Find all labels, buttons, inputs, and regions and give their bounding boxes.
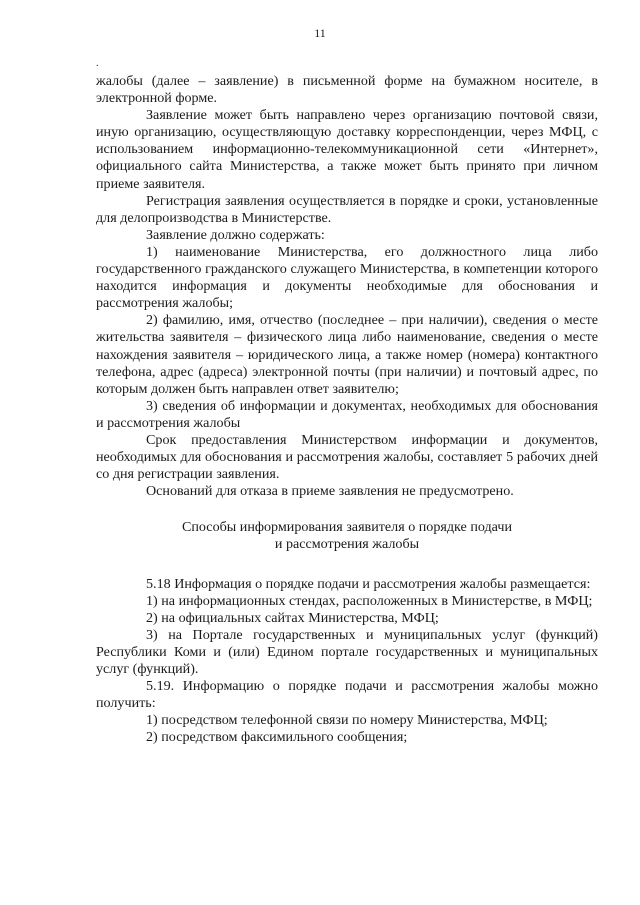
list-item: 2) посредством факсимильного сообщения;	[146, 729, 408, 746]
paragraph: 5.19. Информацию о порядке подачи и рассмотрения жалобы можно получить:	[96, 678, 598, 712]
paragraph: Заявление может быть направлено через организацию почтовой связи, иную организацию, осуществляющую доставку корреспонденции, через МФЦ, с использованием информационно-телекоммуникационной сети «Интернет», официального сайта Министерства, а также может быть принято при личном приеме заявителя.	[96, 107, 598, 192]
paragraph: жалобы (далее – заявление) в письменной форме на бумажном носителе, в электронной форме.	[96, 73, 598, 107]
scan-dot-mark: .	[96, 58, 99, 69]
list-item: 2) на официальных сайтах Министерства, МФЦ;	[146, 609, 439, 626]
paragraph: 5.18 Информация о порядке подачи и рассмотрения жалобы размещается:	[146, 575, 591, 592]
document-body	[96, 73, 598, 746]
list-item: 2) фамилию, имя, отчество (последнее – при наличии), сведения о месте жительства заявителя – физического лица либо наименование, сведения о месте нахождения заявителя – юридического лица, а также номер (номера) контактного телефона, адрес (адреса) электронной почты (при наличии) и почтовый адрес, по которым должен быть направлен ответ заявителю;	[96, 312, 598, 397]
page-number: 11	[314, 26, 326, 40]
list-item: 3) на Портале государственных и муниципальных услуг (функций) Республики Коми и (или) Едином портале государственных и муниципальных услуг (функций).	[96, 626, 598, 677]
paragraph: Регистрация заявления осуществляется в порядке и сроки, установленные для делопроизводства в Министерстве.	[96, 192, 598, 226]
list-item: 1) наименование Министерства, его должностного лица либо государственного гражданского служащего Министерства, в компетенции которого находится информация и документы необходимые для обоснования и рассмотрения жалобы;	[96, 243, 598, 312]
list-item: 3) сведения об информации и документах, необходимых для обоснования и рассмотрения жалобы	[96, 397, 598, 431]
paragraph: Заявление должно содержать:	[146, 226, 325, 243]
section-heading-line-1: Способы информирования заявителя о порядке подачи	[181, 519, 513, 536]
section-heading-line-2: и рассмотрения жалобы	[274, 536, 420, 553]
paragraph: Оснований для отказа в приеме заявления не предусмотрено.	[146, 483, 514, 500]
paragraph: Срок предоставления Министерством информации и документов, необходимых для обоснования и рассмотрения жалобы, составляет 5 рабочих дней со дня регистрации заявления.	[96, 431, 598, 483]
list-item: 1) посредством телефонной связи по номеру Министерства, МФЦ;	[146, 712, 548, 729]
list-item: 1) на информационных стендах, расположенных в Министерстве, в МФЦ;	[146, 592, 593, 609]
